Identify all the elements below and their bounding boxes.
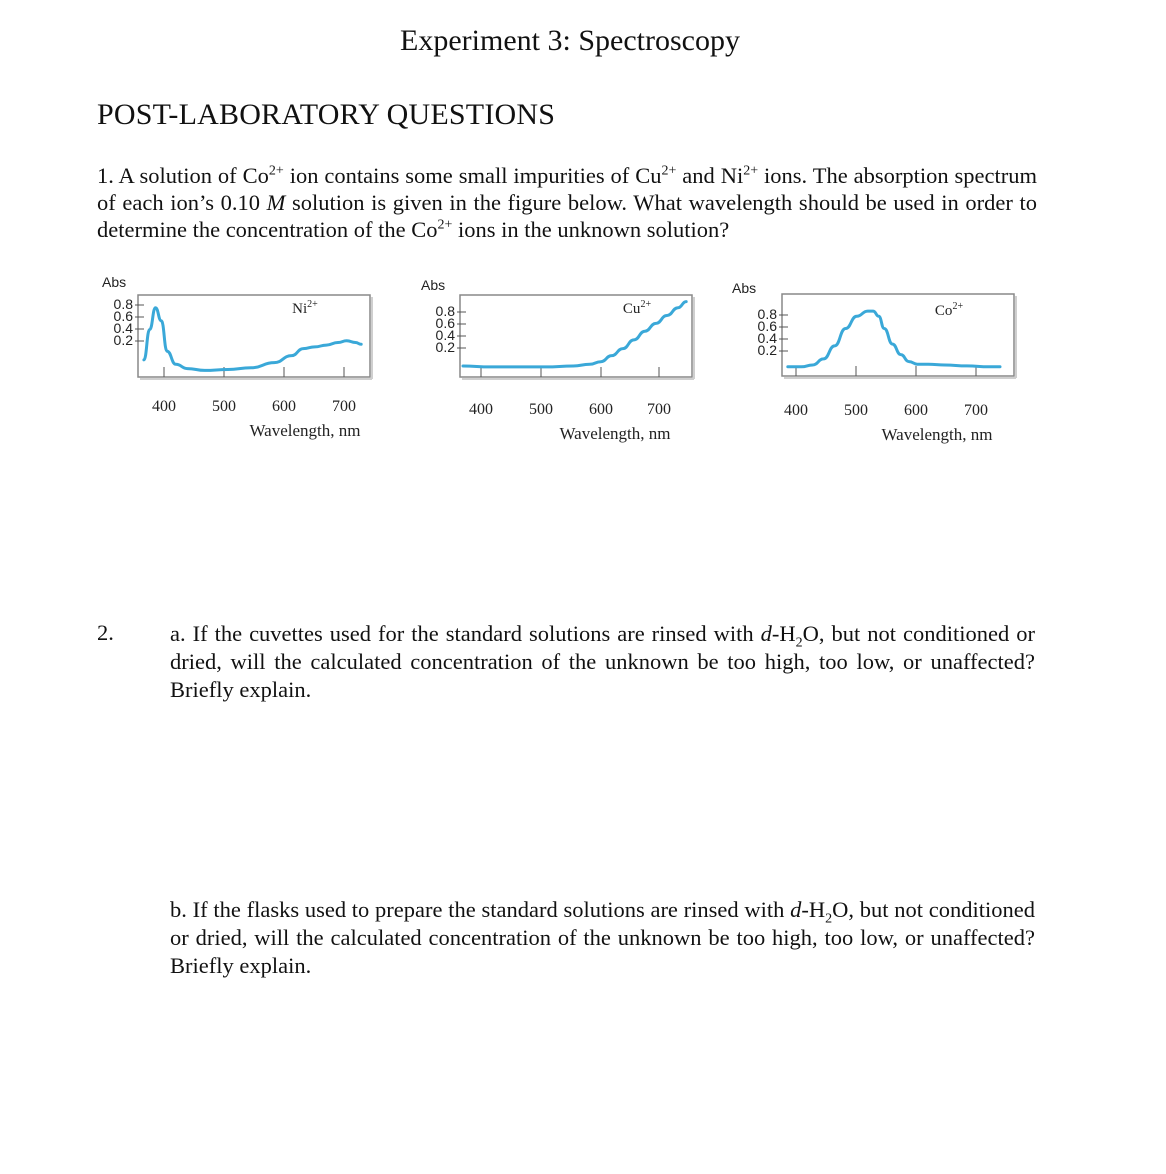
series-label-cu: $Cu^{2+}$ <box>622 299 652 317</box>
spectrum-svg-ni <box>100 275 390 445</box>
x-tick-label-co-0: 400 <box>784 402 808 419</box>
section-heading: POST-LABORATORY QUESTIONS <box>97 98 556 131</box>
y-axis-title-cu: Abs <box>421 277 446 293</box>
y-tick-label-co-2: 0.4 <box>757 330 777 346</box>
question-2b: b. If the flasks used to prepare the standard solutions are rinsed with $d-H_2O$, but not conditioned or dried, will the calculated concentration of the unknown be too high, too low, or unaffected? Briefly explain. <box>170 897 1035 978</box>
y-axis-title-co: Abs <box>732 280 757 296</box>
y-tick-label-ni-1: 0.6 <box>113 308 133 324</box>
x-tick-label-ni-1: 500 <box>212 398 236 415</box>
x-tick-label-ni-3: 700 <box>332 398 356 415</box>
spectrum-svg-co <box>732 278 1032 448</box>
y-tick-label-ni-2: 0.4 <box>113 320 133 336</box>
y-tick-label-ni-3: 0.2 <box>113 332 133 348</box>
plot-frame-ni <box>138 295 370 377</box>
x-axis-title-ni: Wavelength, nm <box>249 421 361 440</box>
x-tick-label-ni-2: 600 <box>272 398 296 415</box>
y-tick-label-ni-0: 0.8 <box>113 296 133 312</box>
spectrum-svg-cu <box>415 275 715 445</box>
y-tick-label-cu-1: 0.6 <box>435 315 455 331</box>
y-tick-label-cu-0: 0.8 <box>435 303 455 319</box>
x-tick-label-co-3: 700 <box>964 402 988 419</box>
y-tick-label-cu-3: 0.2 <box>435 339 455 355</box>
y-axis-title-ni: Abs <box>102 274 127 290</box>
x-tick-label-cu-1: 500 <box>529 401 553 418</box>
spectrum-chart-co <box>732 278 1032 448</box>
series-label-co: $Co^{2+}$ <box>934 301 964 319</box>
y-tick-label-co-0: 0.8 <box>757 306 777 322</box>
spectrum-chart-ni <box>100 275 390 445</box>
x-axis-title-co: Wavelength, nm <box>881 425 993 444</box>
x-axis-title-cu: Wavelength, nm <box>559 424 671 443</box>
question-1: 1. A solution of $Co^{2+}$ ion contains some small impurities of $Cu^{2+}$ and $Ni^{2+}$ ions. The absorption spectrum of each ion’s 0.10 M solution is given in the figure below. What wavelength should be used in order to determine the concentration of the $Co^{2+}$ ions in the unknown solution? <box>97 163 1037 242</box>
y-tick-label-co-1: 0.6 <box>757 318 777 334</box>
x-tick-label-cu-2: 600 <box>589 401 613 418</box>
x-tick-label-co-2: 600 <box>904 402 928 419</box>
x-tick-label-co-1: 500 <box>844 402 868 419</box>
spectrum-chart-cu <box>415 275 715 445</box>
y-tick-label-cu-2: 0.4 <box>435 327 455 343</box>
x-tick-label-cu-0: 400 <box>469 401 493 418</box>
document-title: Experiment 3: Spectroscopy <box>400 24 740 57</box>
x-tick-label-ni-0: 400 <box>152 398 176 415</box>
series-label-ni: $Ni^{2+}$ <box>292 299 318 317</box>
x-tick-label-cu-3: 700 <box>647 401 671 418</box>
y-tick-label-co-3: 0.2 <box>757 342 777 358</box>
question-2-number: 2. <box>97 620 114 645</box>
question-2a: a. If the cuvettes used for the standard solutions are rinsed with $d-H_2O$, but not conditioned or dried, will the calculated concentration of the unknown be too high, too low, or unaffected? Briefly explain. <box>170 621 1035 702</box>
